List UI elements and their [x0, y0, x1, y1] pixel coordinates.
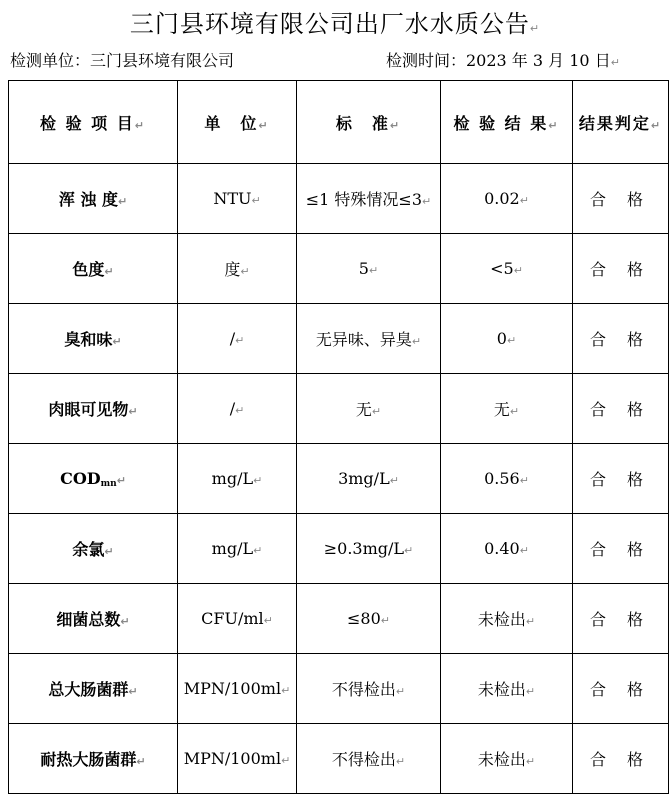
cell-item: 臭和味↵ [9, 304, 178, 374]
table-row [9, 444, 669, 514]
cell-standard: 3mg/L↵ [297, 444, 441, 514]
cell-verdict: 合 格 [573, 234, 669, 304]
water-quality-table [8, 80, 669, 794]
table-row [9, 304, 669, 374]
cell-item: 细菌总数↵ [9, 584, 178, 654]
cell-unit: CFU/ml↵ [178, 584, 297, 654]
column-header-verdict: 结果判定↵ [573, 81, 669, 164]
cell-unit: /↵ [178, 374, 297, 444]
cell-result: 0.56↵ [441, 444, 573, 514]
cell-unit: /↵ [178, 304, 297, 374]
cell-item: 浑 浊 度↵ [9, 164, 178, 234]
cell-standard: ≤1 特殊情况≤3↵ [297, 164, 441, 234]
cell-standard: 不得检出↵ [297, 724, 441, 794]
cell-result: 0.40↵ [441, 514, 573, 584]
cell-item: 肉眼可见物↵ [9, 374, 178, 444]
cell-result: 无↵ [441, 374, 573, 444]
table-row [9, 514, 669, 584]
cell-result: 0↵ [441, 304, 573, 374]
cell-verdict: 合 格 [573, 164, 669, 234]
cell-result: 0.02↵ [441, 164, 573, 234]
cell-standard: ≥0.3mg/L↵ [297, 514, 441, 584]
cell-unit: 度↵ [178, 234, 297, 304]
cell-standard: 无↵ [297, 374, 441, 444]
table-row [9, 724, 669, 794]
cell-verdict: 合 格 [573, 584, 669, 654]
cell-unit: MPN/100ml↵ [178, 724, 297, 794]
table-row [9, 234, 669, 304]
cell-item: 余氯↵ [9, 514, 178, 584]
cell-unit: NTU↵ [178, 164, 297, 234]
cell-unit: mg/L↵ [178, 444, 297, 514]
cell-result: 未检出↵ [441, 654, 573, 724]
column-header-result: 检 验 结 果↵ [441, 81, 573, 164]
table-row [9, 164, 669, 234]
cell-standard: 5↵ [297, 234, 441, 304]
table-row [9, 584, 669, 654]
cell-standard: 不得检出↵ [297, 654, 441, 724]
cell-verdict: 合 格 [573, 724, 669, 794]
cell-item: $COD_{mn}↵$ [9, 444, 178, 514]
cell-verdict: 合 格 [573, 514, 669, 584]
column-header-item: 检 验 项 目↵ [9, 81, 178, 164]
table-row [9, 654, 669, 724]
page-title: 三门县环境有限公司出厂水水质公告↵ [129, 10, 541, 38]
cell-verdict: 合 格 [573, 374, 669, 444]
column-header-unit: 单 位↵ [178, 81, 297, 164]
column-header-standard: 标 准↵ [297, 81, 441, 164]
cell-verdict: 合 格 [573, 654, 669, 724]
cell-verdict: 合 格 [573, 304, 669, 374]
cell-result: 未检出↵ [441, 584, 573, 654]
cell-unit: MPN/100ml↵ [178, 654, 297, 724]
cell-item: 色度↵ [9, 234, 178, 304]
testing-time-label: 检测时间：2023 年 3 月 10 日↵ [386, 51, 620, 70]
cell-result: <5↵ [441, 234, 573, 304]
table-row [9, 374, 669, 444]
cell-unit: mg/L↵ [178, 514, 297, 584]
testing-unit-label: 检测单位：三门县环境有限公司 [10, 51, 235, 70]
cell-standard: 无异味、异臭↵ [297, 304, 441, 374]
cell-standard: ≤80↵ [297, 584, 441, 654]
cell-item: 总大肠菌群↵ [9, 654, 178, 724]
table-header-row [9, 81, 669, 164]
cell-verdict: 合 格 [573, 444, 669, 514]
cell-item: 耐热大肠菌群↵ [9, 724, 178, 794]
cell-result: 未检出↵ [441, 724, 573, 794]
